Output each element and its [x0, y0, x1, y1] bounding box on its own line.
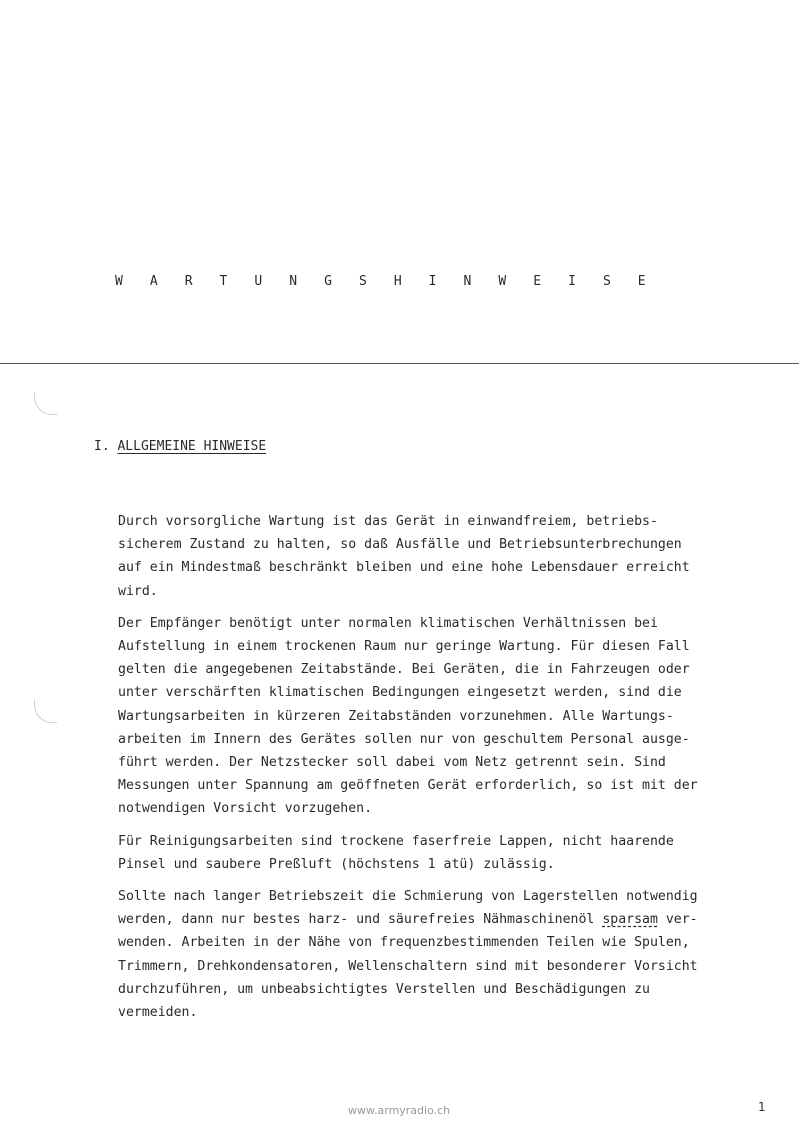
watermark: www.armyradio.ch — [348, 1104, 451, 1117]
punch-hole-mark — [34, 700, 57, 723]
section-number: I. — [94, 439, 110, 454]
paragraph-text: ver- wenden. Arbeiten in der Nähe von frequenzbestimmenden Teilen wie Spulen, Trimmern, Drehkondensatoren, Wellenschaltern sind mit besonderer Vorsicht durchzuführen, um unbeabsichtigtes Verstellen und Beschädigungen zu vermeiden. — [118, 912, 698, 1021]
body-text — [118, 510, 768, 1033]
paragraph: Durch vorsorgliche Wartung ist das Gerät in einwandfreiem, betriebs- sicherem Zustand zu halten, so daß Ausfälle und Betriebsunterbrechungen auf ein Mindestmaß beschränkt bleiben und eine hohe Lebensdauer erreicht wird. — [118, 514, 690, 599]
punch-hole-mark — [34, 392, 57, 415]
section-header — [94, 439, 266, 454]
horizontal-divider — [0, 363, 799, 364]
paragraph — [118, 885, 768, 1024]
paragraph-text: Sollte nach langer Betriebszeit die Schmierung von Lagerstellen notwendig werden, dann nur bestes harz- und säurefreies Nähmaschinenöl — [118, 889, 698, 928]
paragraph: Für Reinigungsarbeiten sind trockene faserfreie Lappen, nicht haarende Pinsel und saubere Preßluft (höchstens 1 atü) zulässig. — [118, 833, 674, 872]
paragraph: Der Empfänger benötigt unter normalen klimatischen Verhältnissen bei Aufstellung in einem trockenen Raum nur geringe Wartung. Für diesen Fall gelten die angegebenen Zeitabstände. Bei Geräten, die in Fahrzeugen oder unter verschärften klimatischen Bedingungen eingesetzt werden, sind die Wartungsarbeiten in kürzeren Zeitabständen vorzunehmen. Alle Wartungs- arbeiten im Innern des Gerätes sollen nur von geschultem Personal ausge- führt werden. Der Netzstecker soll dabei vom Netz getrennt sein. Sind Messungen unter Spannung am geöffneten Gerät erforderlich, so ist mit der notwendigen Vorsicht vorzugehen. — [118, 615, 698, 817]
page-title: W A R T U N G S H I N W E I S E — [115, 274, 656, 289]
page-number: 1 — [758, 1100, 766, 1114]
section-heading: ALLGEMEINE HINWEISE — [117, 439, 267, 454]
emphasized-word: sparsam — [602, 912, 658, 928]
